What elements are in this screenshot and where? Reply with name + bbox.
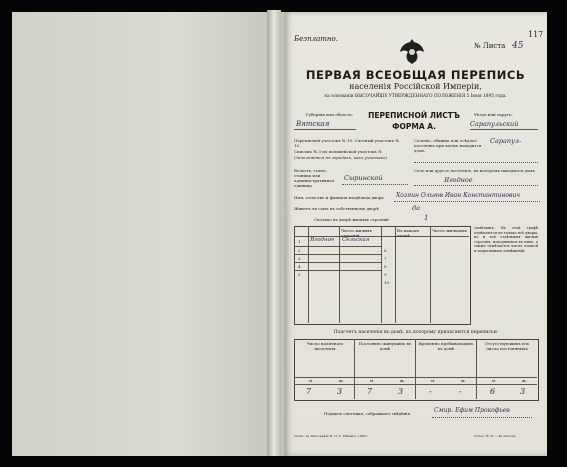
side-note: Замѣчанія. Въ этой графѣ отмѣчаются не только всѣ дворы, но и всѣ отдѣльныя жилыя строенія, находящіяся въ нихъ, а также отмѣчается число этажей и подвальныхъ помѣщеній.	[474, 226, 538, 253]
table-row: 7	[384, 256, 387, 261]
table1-header-2: Въ какомъ этажѣ	[397, 228, 420, 238]
village-label: Селеніе, община или осѣдлое поселеніе при коемъ находится домъ	[414, 138, 482, 153]
village-value: Сарапул-	[490, 137, 522, 145]
left-page	[12, 12, 286, 456]
owner-value: Хозяин Ольгов Иван Константинович	[396, 192, 521, 199]
summary-col-absent: Отсутствующихъ изъ числа постоянныхъ	[484, 341, 530, 351]
sheet-number-label: № Листа	[474, 42, 506, 50]
form-legal-basis: на основаніи ВЫСОЧАЙШЕ УТВЕРЖДЕННАГО ПОЛОЖЕНІЯ 5 Іюня 1895 года.	[324, 94, 507, 99]
table-row: 8	[384, 264, 387, 269]
summary-sub-m: м.	[492, 378, 497, 383]
table1-header-3: Число жильцовъ	[432, 228, 468, 233]
summary-sub-m: м.	[370, 378, 375, 383]
summary-value: 3	[520, 387, 526, 396]
buildings-label: Сколько въ дворѣ жилыхъ строеній	[314, 217, 389, 222]
parish-label: Волость, станъ, станица или административная единица	[294, 168, 335, 188]
uezd-label: Уѣздъ или округъ:	[474, 112, 513, 117]
list-number-label: Списокъ № 3 по полицейской участокъ №	[294, 149, 382, 154]
sheet-number-value: 45	[512, 41, 524, 51]
table-row: 9	[384, 272, 387, 277]
buildings-value: 1	[424, 214, 429, 222]
owner-label: Имя, отчество и фамилія владѣльца двора	[294, 195, 384, 200]
table-row: 6	[384, 248, 387, 253]
imperial-eagle-emblem	[397, 36, 427, 66]
table-row: 2	[298, 248, 301, 253]
form-subtitle: населенія Россійской Имперіи,	[349, 82, 482, 91]
settlement-value: Ягодное	[444, 176, 473, 184]
printer-imprint-right: Отпеч. № 70 — 40 листовъ	[474, 434, 516, 438]
table-row-place: Ягодное	[310, 237, 335, 243]
summary-sub-m: м.	[431, 378, 436, 383]
summary-col-permanent: Постоянно живущихъ въ домѣ	[358, 341, 412, 351]
summary-sub-f: ж.	[339, 378, 344, 383]
summary-sub-f: ж.	[522, 378, 527, 383]
list-number-note: (Заполняется въ городахъ, какъ участокъ)	[294, 155, 387, 160]
summary-value: 6	[490, 387, 496, 396]
census-form-sheet	[284, 12, 547, 456]
table-row: 1	[298, 239, 301, 244]
summary-sub-m: м.	[309, 378, 314, 383]
free-label: Безплатно.	[294, 35, 338, 43]
table-row: 3	[298, 256, 301, 261]
census-district-label: Переписной участокъ № 19. Счетный участокъ № 10.	[294, 138, 400, 148]
summary-sub-f: ж.	[461, 378, 466, 383]
summary-value: 7	[367, 387, 373, 396]
summary-col-temporary: Временно пребывающихъ въ домѣ	[418, 341, 474, 351]
summary-value: -	[459, 387, 462, 396]
book-spine	[267, 10, 281, 456]
table-row-type: Сельская	[342, 237, 370, 243]
table-row: 4	[298, 264, 301, 269]
summary-col-present: Число наличнаго населенія	[306, 341, 344, 351]
form-type-title: ПЕРЕПИСНОЙ ЛИСТЪ	[368, 111, 460, 120]
printer-imprint: Печат. въ Типографіи Н. П. С. Рабенко, 1896 г.	[294, 434, 369, 438]
uezd-value: Сарапульский	[470, 120, 519, 128]
signature-value: Смир. Ефим Прокофьев	[434, 407, 510, 414]
summary-title: Подсчетъ населенія въ домѣ, къ которому прилагаются переписью	[333, 330, 498, 335]
table-row: 5	[298, 272, 301, 277]
gubernia-label: Губернія или область:	[306, 112, 353, 117]
signature-label: Подпись счетчика, собравшаго свѣдѣнія	[324, 411, 410, 416]
table1-header-1: Число жилыхъ строеній	[341, 228, 373, 238]
residence-value: да	[412, 204, 420, 212]
summary-value: 3	[337, 387, 343, 396]
summary-value: -	[429, 387, 432, 396]
form-main-title: ПЕРВАЯ ВСЕОБЩАЯ ПЕРЕПИСЬ	[305, 68, 526, 82]
summary-value: 7	[306, 387, 312, 396]
settlement-label: Село или другое поселеніе, въ которомъ находится домъ	[414, 168, 535, 173]
corner-number: 117	[528, 30, 544, 39]
gubernia-value: Вятская	[296, 120, 330, 128]
parish-value: Сыринской	[344, 174, 383, 182]
form-type-letter: ФОРМА А.	[392, 122, 436, 131]
table-row: 10	[384, 280, 390, 285]
residence-label: Живетъ ли самъ въ собственномъ дворѣ	[294, 206, 379, 211]
summary-value: 3	[398, 387, 404, 396]
summary-sub-f: ж.	[400, 378, 405, 383]
